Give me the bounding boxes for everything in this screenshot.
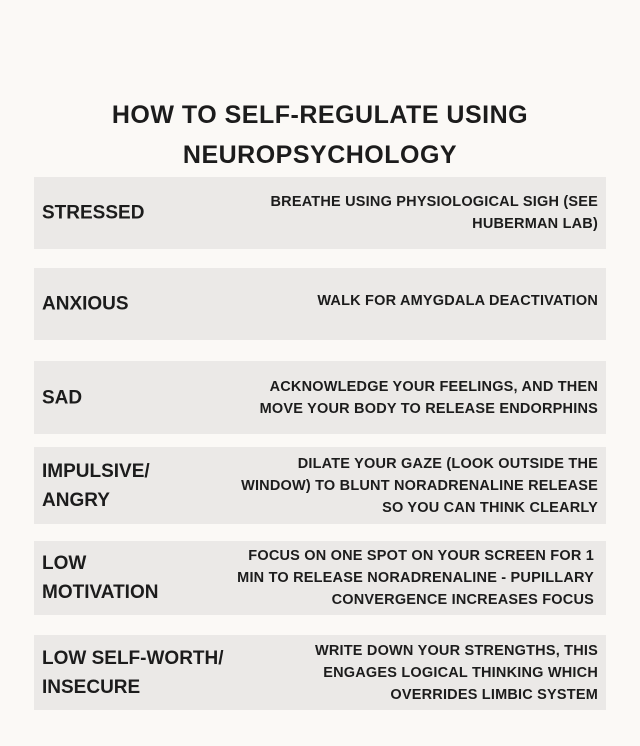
tip-line: OVERRIDES LIMBIC SYSTEM	[390, 686, 598, 703]
tip-line: FOCUS ON ONE SPOT ON YOUR SCREEN FOR 1	[248, 548, 594, 564]
row-tip-text	[198, 640, 598, 706]
row-tip-text	[198, 376, 598, 420]
state-text: ANGRY	[42, 489, 110, 511]
state-text: SAD	[42, 387, 83, 408]
tip-line: MOVE YOUR BODY TO RELEASE ENDORPHINS	[259, 400, 598, 417]
tip-line: HUBERMAN LAB)	[472, 216, 598, 232]
row-tip-text	[198, 453, 598, 519]
state-text: MOTIVATION	[42, 582, 159, 603]
state-text: IMPULSIVE/	[42, 460, 150, 482]
row-sad	[34, 361, 606, 434]
row-low-motivation	[34, 541, 606, 615]
title-line-1: HOW TO SELF-REGULATE USING	[111, 101, 529, 129]
tip-line: ACKNOWLEDGE YOUR FEELINGS, AND THEN	[269, 378, 598, 395]
row-tip-text	[194, 545, 594, 611]
tip-line: WALK FOR AMYGDALA DEACTIVATION	[317, 293, 598, 309]
tip-line: CONVERGENCE INCREASES FOCUS	[331, 592, 594, 608]
title-line-2: NEUROPSYCHOLOGY	[182, 141, 458, 169]
tip-line: ENGAGES LOGICAL THINKING WHICH	[323, 664, 598, 681]
page-title	[0, 95, 640, 175]
tip-line: WRITE DOWN YOUR STRENGTHS, THIS	[314, 642, 598, 659]
row-stressed	[34, 177, 606, 249]
state-text: INSECURE	[42, 676, 141, 698]
state-text: ANXIOUS	[42, 293, 129, 315]
tip-line: WINDOW) TO BLUNT NORADRENALINE RELEASE	[241, 477, 598, 494]
row-tip-text	[198, 191, 598, 235]
tip-line: SO YOU CAN THINK CLEARLY	[382, 499, 598, 516]
tip-line: DILATE YOUR GAZE (LOOK OUTSIDE THE	[297, 455, 598, 472]
tip-line: BREATHE USING PHYSIOLOGICAL SIGH (SEE	[270, 194, 598, 210]
state-text: LOW SELF-WORTH/	[42, 647, 224, 669]
row-low-self-worth	[34, 635, 606, 710]
row-impulsive-angry	[34, 447, 606, 524]
state-text: LOW	[42, 553, 87, 574]
row-anxious	[34, 268, 606, 340]
row-tip-text	[198, 290, 598, 312]
state-text: STRESSED	[42, 202, 145, 224]
tip-line: MIN TO RELEASE NORADRENALINE - PUPILLARY	[237, 570, 594, 586]
